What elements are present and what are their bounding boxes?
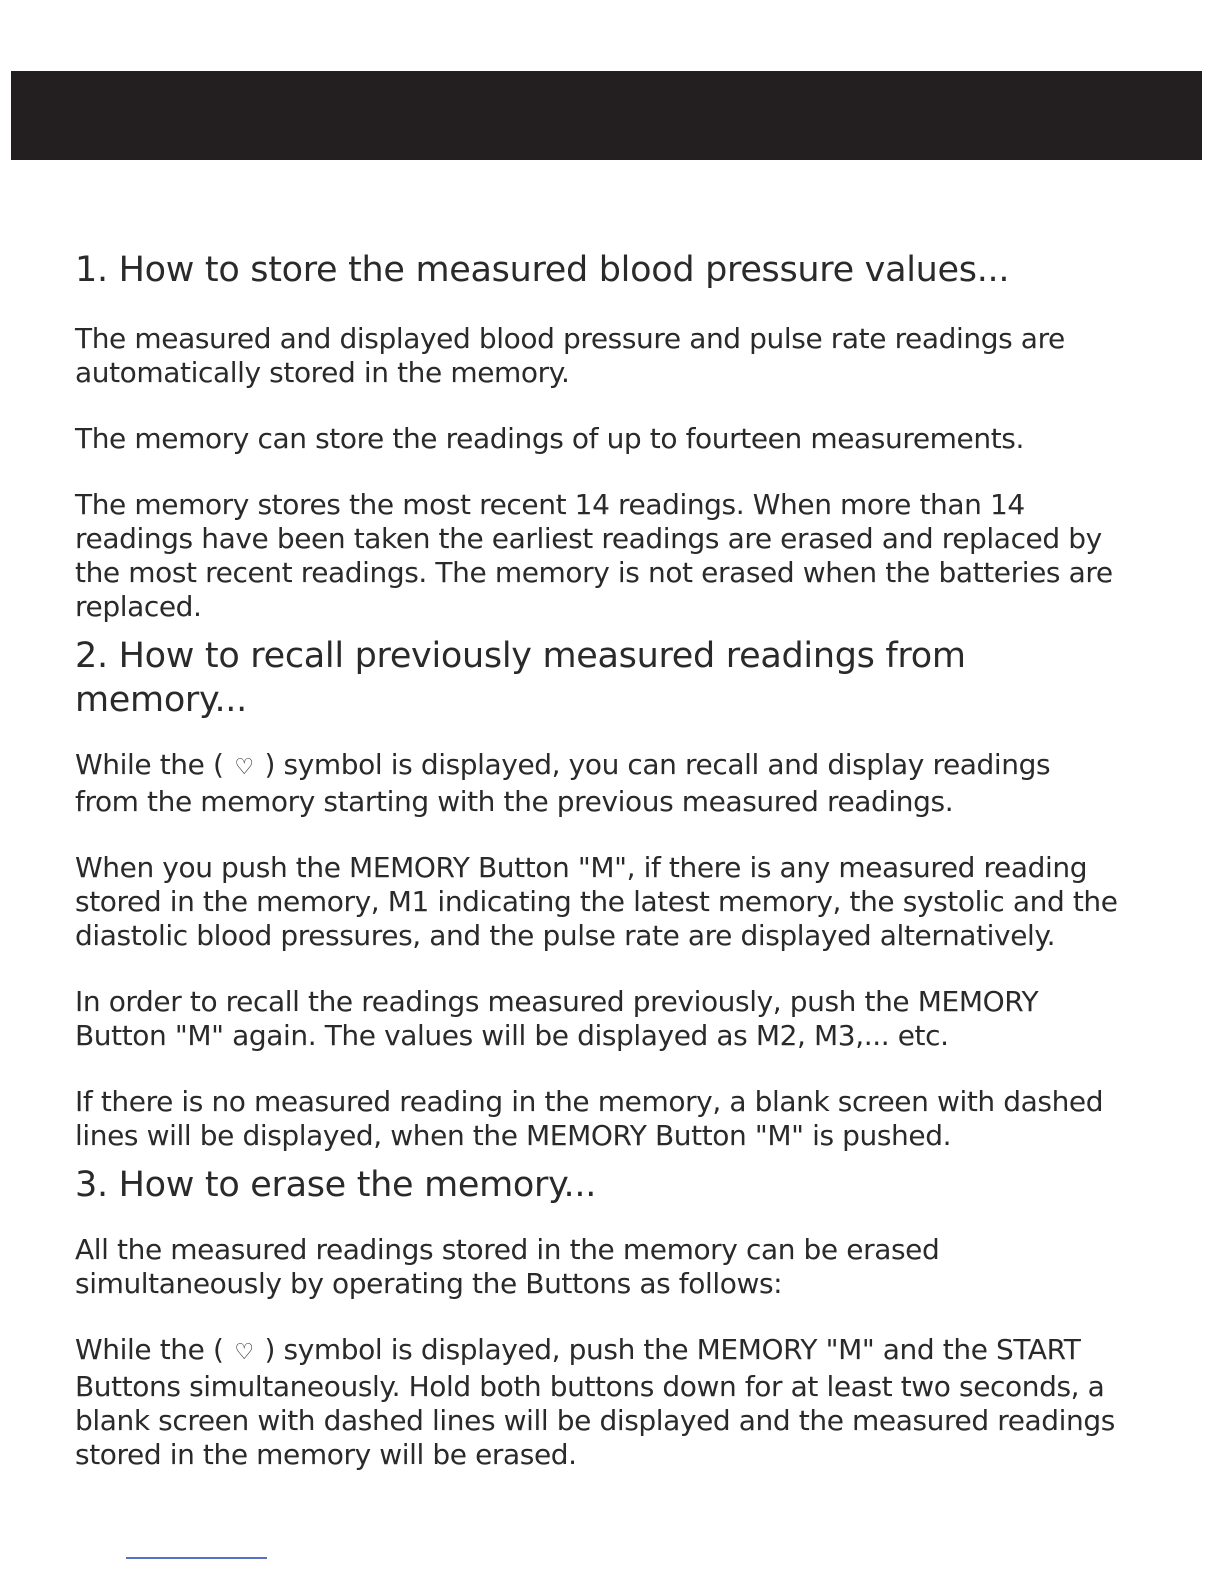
section-3-paragraph-1: All the measured readings stored in the memory can be erased simultaneously by operating the Buttons as follows: — [75, 1233, 940, 1300]
section-3-title: 3. How to erase the memory... — [75, 1165, 597, 1205]
section-2-paragraph-1: When you push the MEMORY Button "M", if there is any measured reading stored in the memory, M1 indicating the latest memory, the systolic and the diastolic blood pressures, and the pulse rate are displayed alternatively. — [75, 851, 1118, 952]
section-2-title: 2. How to recall previously measured readings from memory... — [75, 636, 966, 720]
section-2-symbol-paragraph — [75, 748, 1120, 819]
footer-divider — [126, 1557, 267, 1559]
document-content — [75, 248, 1120, 1472]
section-2-paragraph-3: If there is no measured reading in the memory, a blank screen with dashed lines will be displayed, when the MEMORY Button "M" is pushed. — [75, 1085, 1104, 1152]
symbol-paragraph-after: ) symbol is displayed, push the MEMORY "M" and the START Buttons simultaneously. Hold both buttons down for at least two seconds, a blank screen with dashed lines will be displayed and the measured readings stored in the memory will be erased. — [75, 1333, 1115, 1471]
section-3-symbol-paragraph — [75, 1333, 1120, 1472]
header-bar — [11, 71, 1202, 160]
section-1-paragraph-1: The measured and displayed blood pressure and pulse rate readings are automatically stored in the memory. — [75, 322, 1065, 389]
heart-icon: ♡ — [234, 755, 254, 780]
section-1-paragraph-3: The memory stores the most recent 14 readings. When more than 14 readings have been taken the earliest readings are erased and replaced by the most recent readings. The memory is not erased when the batteries are replaced. — [75, 488, 1113, 623]
symbol-paragraph-before: While the ( — [75, 1333, 224, 1366]
symbol-paragraph-after: ) symbol is displayed, you can recall and display readings from the memory starting with the previous measured readings. — [75, 748, 1051, 818]
section-2-paragraph-2: In order to recall the readings measured previously, push the MEMORY Button "M" again. The values will be displayed as M2, M3,... etc. — [75, 985, 1039, 1052]
symbol-paragraph-before: While the ( — [75, 748, 224, 781]
section-1-paragraph-2: The memory can store the readings of up to fourteen measurements. — [75, 422, 1024, 455]
heart-icon: ♡ — [234, 1340, 254, 1365]
section-1-title: 1. How to store the measured blood pressure values... — [75, 250, 1010, 290]
